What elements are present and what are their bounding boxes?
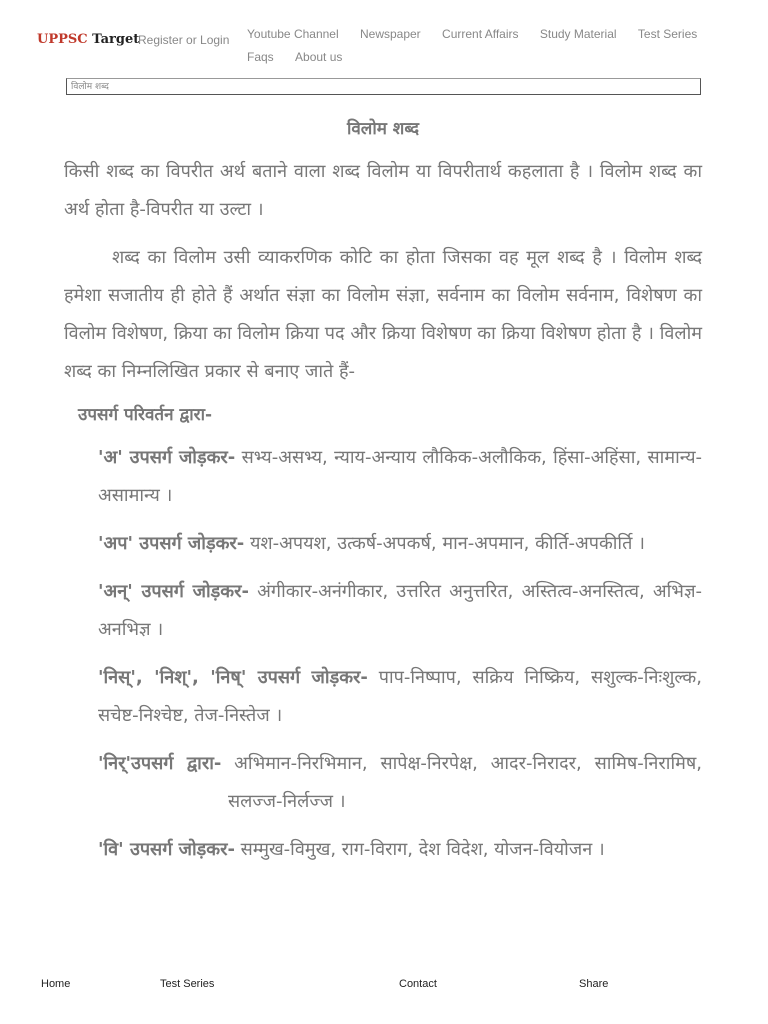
nav-study-material[interactable]: Study Material	[539, 27, 617, 41]
nav-about-us[interactable]: About us	[295, 50, 343, 64]
item-text: अभिमान-निरभिमान, सापेक्ष-निरपेक्ष, आदर-निरादर, सामिष-निरामिष,	[221, 753, 702, 774]
intro-paragraph: किसी शब्द का विपरीत अर्थ बताने वाला शब्द विलोम या विपरीतार्थ कहलाता है । विलोम शब्द का अर्थ होता है-विपरीत या उल्टा ।	[64, 161, 702, 220]
footer-home-link[interactable]: Home	[41, 978, 71, 990]
nav-newspaper[interactable]: Newspaper	[359, 27, 421, 41]
footer-share-link[interactable]: Share	[579, 978, 609, 990]
item-text: सम्मुख-विमुख, राग-विराग, देश विदेश, योजन-वियोजन ।	[234, 839, 605, 860]
item-label: 'अन्' उपसर्ग जोड़कर-	[98, 581, 249, 602]
article	[64, 112, 702, 879]
item-text: यश-अपयश, उत्कर्ष-अपकर्ष, मान-अपमान, कीर्ति-अपकीर्ति ।	[244, 533, 645, 554]
page-title: विलोम शब्द	[346, 119, 420, 139]
item-text-continued: सलज्ज-निर्लज्ज ।	[228, 791, 346, 812]
list-item	[98, 831, 702, 869]
breadcrumb-box: विलोम शब्द	[66, 78, 701, 95]
main-nav	[247, 27, 717, 73]
item-text: पाप-निष्पाप, सक्रिय निष्क्रिय, सशुल्क-निःशुल्क, सचेष्ट-निश्चेष्ट, तेज-निस्तेज ।	[98, 667, 702, 726]
explanation-paragraph: शब्द का विलोम उसी व्याकरणिक कोटि का होता जिसका वह मूल शब्द है । विलोम शब्द हमेशा सजातीय ही होते हैं अर्थात संज्ञा का विलोम संज्ञा, सर्वनाम का विलोम सर्वनाम, विशेषण का विलोम विशेषण, क्रिया का विलोम क्रिया पद और क्रिया विशेषण का क्रिया विशेषण होता है । विलोम शब्द का निम्नलिखित प्रकार से बनाए जाते हैं-	[64, 247, 702, 382]
item-text: सभ्य-असभ्य, न्याय-अन्याय लौकिक-अलौकिक, हिंसा-अहिंसा, सामान्य-असामान्य ।	[98, 447, 702, 506]
footer-contact-link[interactable]: Contact	[399, 978, 437, 990]
brand-name-dark: Target	[87, 32, 140, 47]
list-item	[98, 573, 702, 649]
item-label: 'वि' उपसर्ग जोड़कर-	[98, 839, 235, 860]
bottom-nav-bar	[0, 970, 768, 1000]
list-item	[98, 659, 702, 735]
item-label: 'अ' उपसर्ग जोड़कर-	[98, 447, 236, 468]
nav-test-series[interactable]: Test Series	[637, 27, 698, 41]
site-header	[0, 0, 768, 75]
nav-current-affairs[interactable]: Current Affairs	[442, 27, 519, 41]
list-item	[98, 439, 702, 515]
nav-youtube-channel[interactable]: Youtube Channel	[247, 27, 339, 41]
list-item	[98, 745, 702, 821]
item-label: 'निस्', 'निश्', 'निष्' उपसर्ग जोड़कर-	[98, 667, 368, 688]
footer-test-series-link[interactable]: Test Series	[160, 978, 215, 990]
register-login-link[interactable]: Register or Login	[138, 33, 230, 47]
item-text: अंगीकार-अनंगीकार, उत्तरित अनुत्तरित, अस्तित्व-अनस्तित्व, अभिज्ञ-अनभिज्ञ ।	[98, 581, 702, 640]
section-heading: उपसर्ग परिवर्तन द्वारा-	[78, 405, 213, 425]
site-logo[interactable]	[37, 32, 139, 47]
brand-name-red: UPPSC	[37, 32, 88, 47]
item-label: 'निर्'उपसर्ग द्वारा-	[98, 753, 222, 774]
nav-faqs[interactable]: Faqs	[247, 50, 274, 64]
list-item	[98, 525, 702, 563]
item-label: 'अप' उपसर्ग जोड़कर-	[98, 533, 245, 554]
